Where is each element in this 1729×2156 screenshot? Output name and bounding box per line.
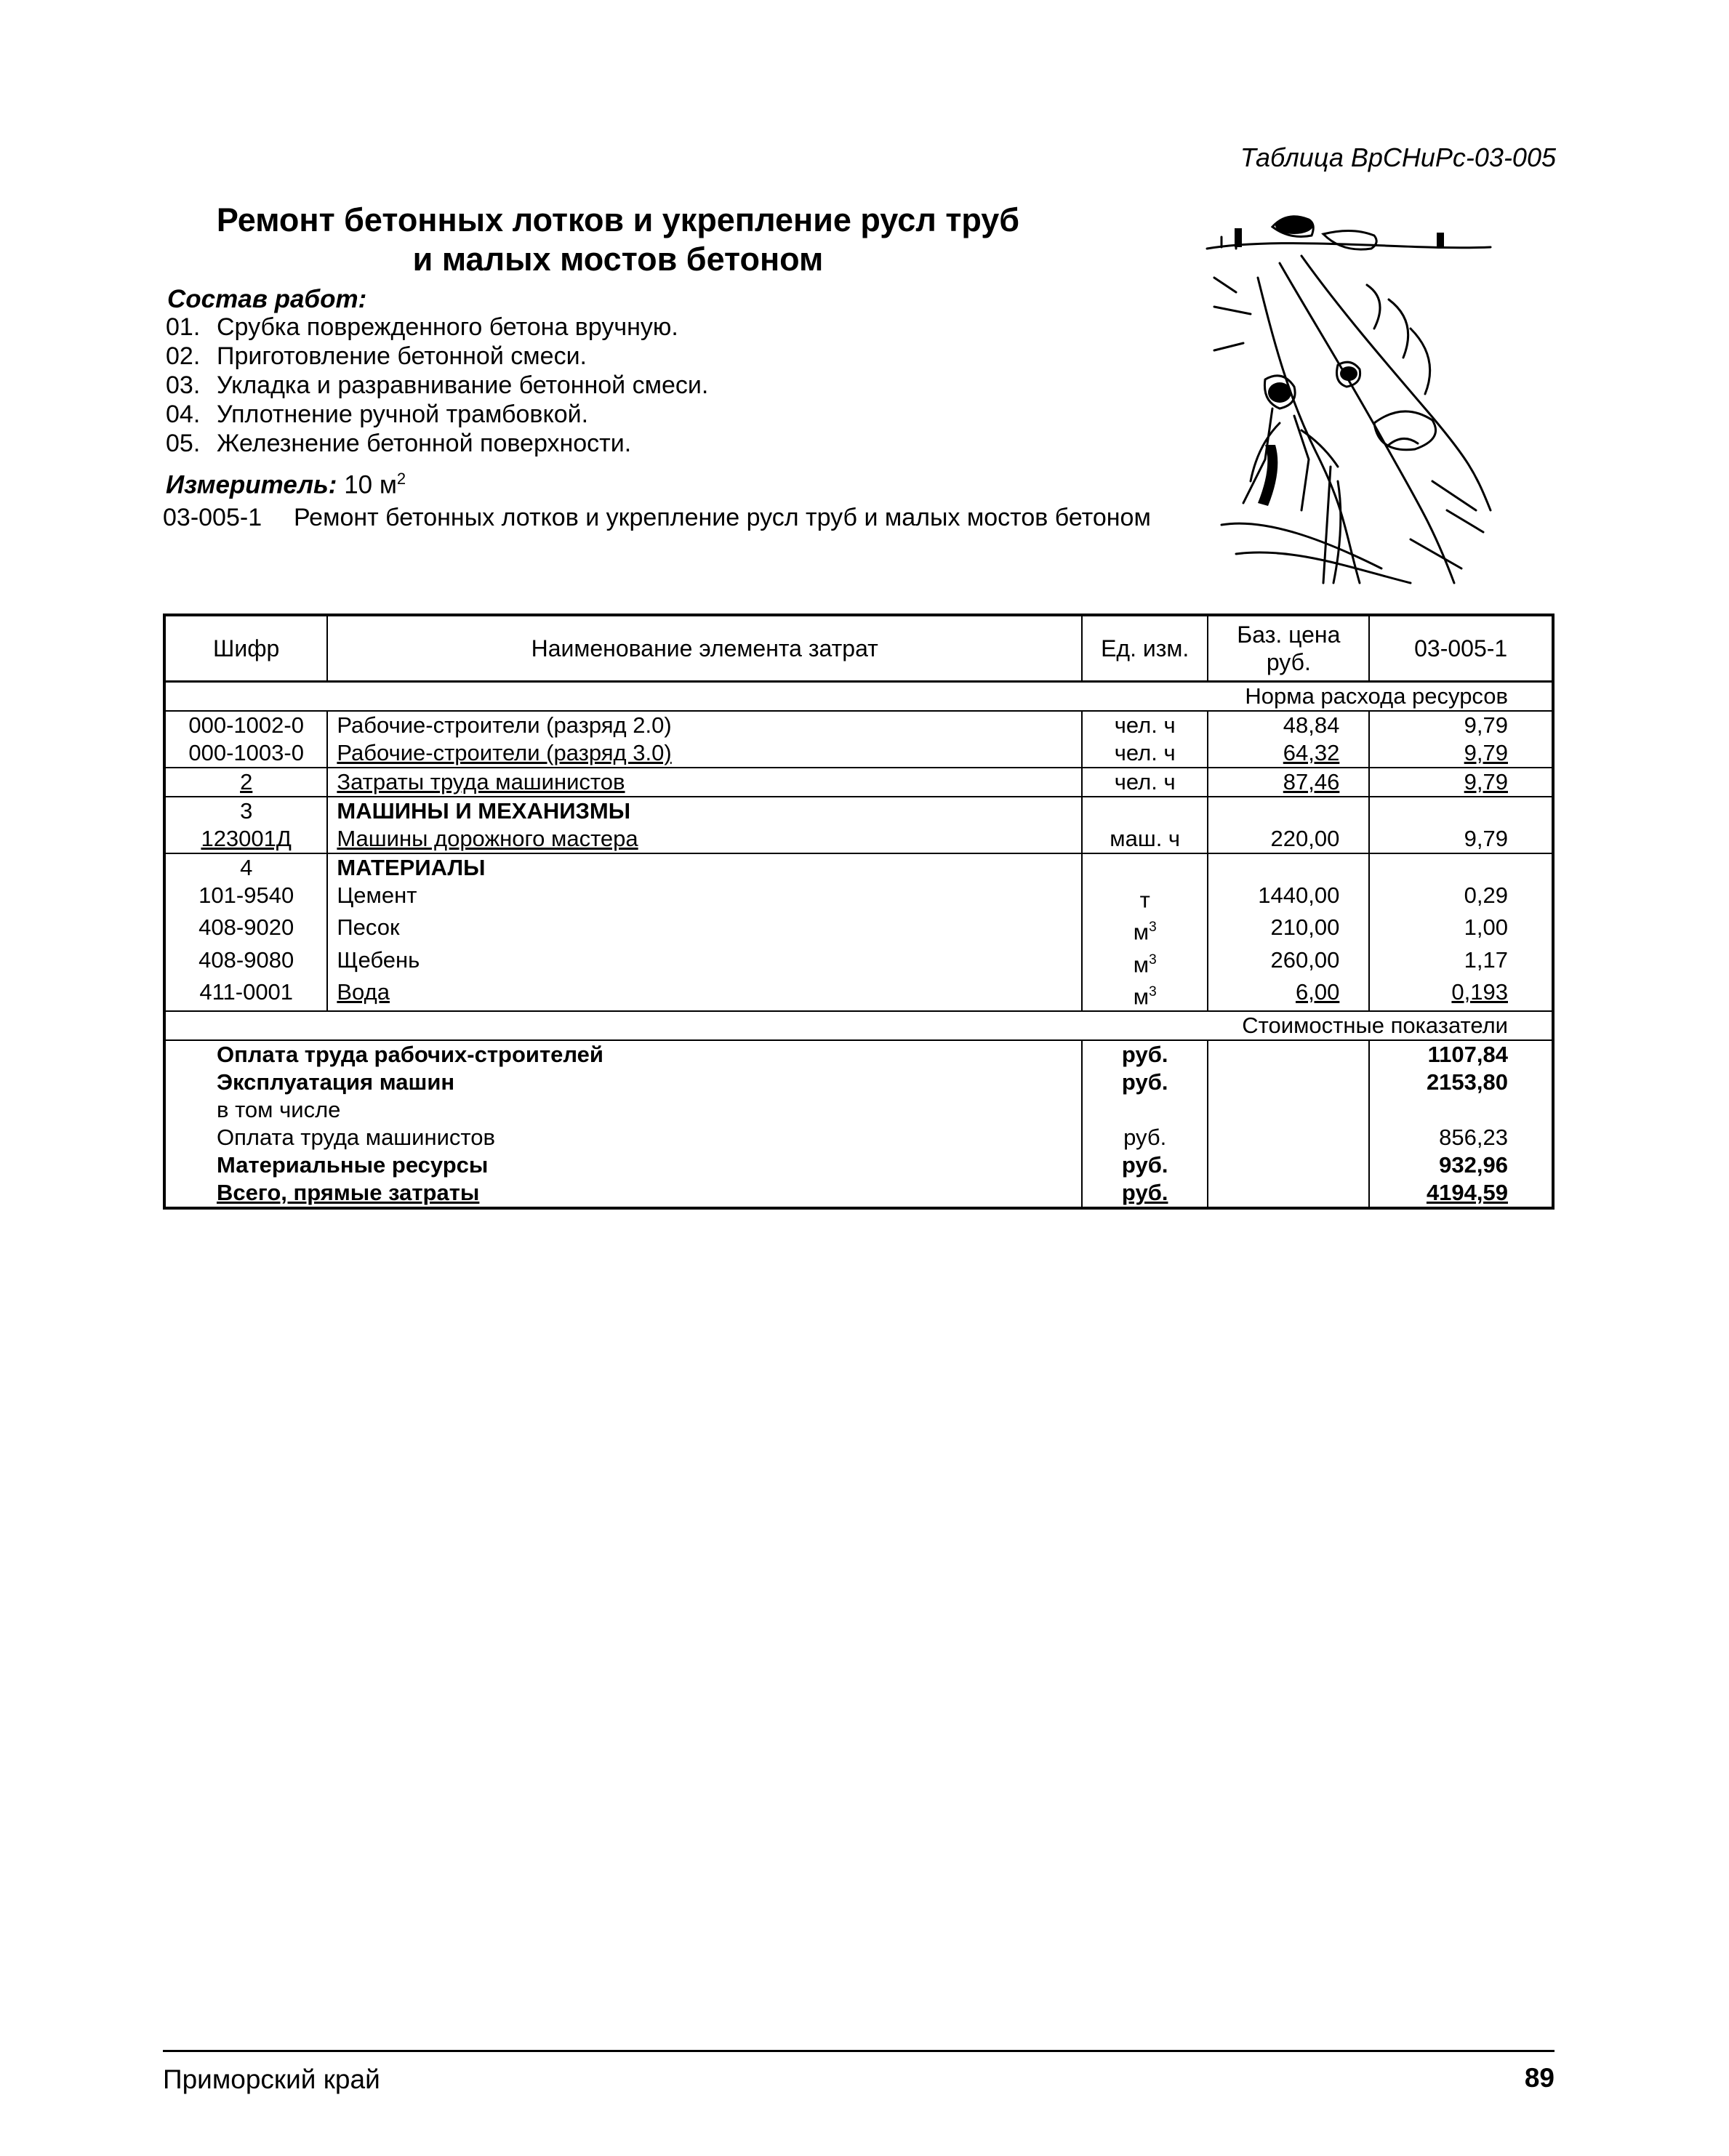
row-code: 408-9080: [164, 946, 327, 978]
section-cost-row: [164, 1011, 1553, 1040]
work-item: [166, 371, 708, 400]
row-price: 87,46: [1208, 768, 1369, 797]
cost-row: [164, 1040, 1553, 1069]
cost-name: Материальные ресурсы: [164, 1151, 1082, 1179]
row-price: 260,00: [1208, 946, 1369, 978]
row-code: 123001Д: [164, 825, 327, 853]
empty-cell: [1082, 853, 1208, 882]
row-name: Песок: [327, 914, 1082, 946]
unit-base: м: [1133, 919, 1150, 945]
row-value: 9,79: [1369, 825, 1553, 853]
row-unit: [1082, 882, 1208, 914]
row-price: 6,00: [1208, 978, 1369, 1011]
row-unit: чел. ч: [1082, 768, 1208, 797]
unit-base: м: [1133, 984, 1150, 1010]
cost-name: Всего, прямые затраты: [164, 1179, 1082, 1208]
row-unit: чел. ч: [1082, 739, 1208, 768]
header-code: Шифр: [164, 615, 327, 682]
cost-unit: руб.: [1082, 1179, 1208, 1208]
header-norm-code: 03-005-1: [1369, 615, 1553, 682]
header-unit: Ед. изм.: [1082, 615, 1208, 682]
norm-code: 03-005-1: [163, 504, 262, 531]
cost-row: [164, 1151, 1553, 1179]
work-item: [166, 400, 708, 429]
table-row: [164, 914, 1553, 946]
unit-base: м: [1133, 951, 1150, 977]
row-code: 2: [164, 768, 327, 797]
row-code: 408-9020: [164, 914, 327, 946]
workers-illustration-icon: [1192, 205, 1505, 590]
cost-row-total: [164, 1179, 1553, 1208]
empty-cell: [1208, 1124, 1369, 1151]
table-header-row: [164, 615, 1553, 682]
row-name: Машины дорожного мастера: [327, 825, 1082, 853]
work-item-text: Срубка поврежденного бетона вручную.: [217, 313, 678, 341]
group-name: МАТЕРИАЛЫ: [327, 853, 1082, 882]
empty-cell: [1208, 1069, 1369, 1096]
cost-unit: [1082, 1096, 1208, 1124]
footer-region: Приморский край: [163, 2064, 380, 2094]
cost-value: 2153,80: [1369, 1069, 1553, 1096]
group-code: 4: [164, 853, 327, 882]
work-item-text: Приготовление бетонной смеси.: [217, 342, 587, 370]
unit-exponent: 3: [1149, 984, 1157, 999]
cost-value: 932,96: [1369, 1151, 1553, 1179]
row-unit: чел. ч: [1082, 711, 1208, 739]
page-title: [145, 201, 1091, 279]
empty-cell: [1369, 797, 1553, 825]
cost-unit: руб.: [1082, 1069, 1208, 1096]
cost-name: Эксплуатация машин: [164, 1069, 1082, 1096]
work-item-text: Укладка и разравнивание бетонной смеси.: [217, 371, 709, 399]
meter-label: Измеритель:: [166, 470, 337, 499]
row-name: Цемент: [327, 882, 1082, 914]
cost-name: Оплата труда рабочих-строителей: [164, 1040, 1082, 1069]
cost-value: 856,23: [1369, 1124, 1553, 1151]
section-norm-label: Норма расхода ресурсов: [164, 682, 1553, 712]
group-machines-row: [164, 797, 1553, 825]
work-composition-list: [166, 313, 708, 458]
table-row: [164, 825, 1553, 853]
table-row-machinists: [164, 768, 1553, 797]
title-line-2: и малых мостов бетоном: [412, 241, 824, 278]
work-item: [166, 429, 708, 458]
work-item-number: 04.: [166, 401, 201, 428]
row-price: 1440,00: [1208, 882, 1369, 914]
section-cost-label: Стоимостные показатели: [164, 1011, 1553, 1040]
table-caption: Таблица ВрСНиРс-03-005: [1240, 142, 1556, 172]
empty-cell: [1208, 1151, 1369, 1179]
row-name: Вода: [327, 978, 1082, 1011]
footer-divider: [163, 2050, 1555, 2052]
meter-line: [166, 470, 406, 500]
work-composition-heading: Состав работ:: [167, 285, 367, 313]
cost-unit: руб.: [1082, 1151, 1208, 1179]
row-value: 9,79: [1369, 711, 1553, 739]
page-number: 89: [1524, 2063, 1555, 2093]
cost-row: [164, 1069, 1553, 1096]
work-item-number: 02.: [166, 342, 201, 370]
row-value: 1,17: [1369, 946, 1553, 978]
cost-unit: руб.: [1082, 1124, 1208, 1151]
row-value: 9,79: [1369, 739, 1553, 768]
row-code: 101-9540: [164, 882, 327, 914]
unit-exponent: 3: [1149, 952, 1157, 968]
group-code: 3: [164, 797, 327, 825]
empty-cell: [1082, 797, 1208, 825]
table-row: [164, 711, 1553, 739]
empty-cell: [1208, 1179, 1369, 1208]
work-item-text: Железнение бетонной поверхности.: [217, 430, 632, 457]
empty-cell: [1208, 1040, 1369, 1069]
header-price: Баз. цена руб.: [1208, 615, 1369, 682]
row-unit: маш. ч: [1082, 825, 1208, 853]
section-norm-row: [164, 682, 1553, 712]
row-price: 220,00: [1208, 825, 1369, 853]
unit-base: т: [1139, 887, 1150, 913]
table-row: [164, 946, 1553, 978]
cost-value: [1369, 1096, 1553, 1124]
row-price: 48,84: [1208, 711, 1369, 739]
cost-row: [164, 1124, 1553, 1151]
empty-cell: [1208, 853, 1369, 882]
unit-exponent: 3: [1149, 920, 1157, 936]
work-item-number: 01.: [166, 313, 201, 341]
work-item: [166, 313, 708, 342]
row-value: 9,79: [1369, 768, 1553, 797]
table-row: [164, 739, 1553, 768]
row-price: 64,32: [1208, 739, 1369, 768]
cost-value: 4194,59: [1369, 1179, 1553, 1208]
row-name: Рабочие-строители (разряд 3.0): [327, 739, 1082, 768]
empty-cell: [1369, 853, 1553, 882]
row-name: Затраты труда машинистов: [327, 768, 1082, 797]
work-item-number: 03.: [166, 371, 201, 399]
row-code: 000-1002-0: [164, 711, 327, 739]
norm-code-line: [163, 502, 1166, 534]
cost-value: 1107,84: [1369, 1040, 1553, 1069]
row-unit: [1082, 978, 1208, 1011]
table-row: [164, 978, 1553, 1011]
row-unit: [1082, 946, 1208, 978]
group-name: МАШИНЫ И МЕХАНИЗМЫ: [327, 797, 1082, 825]
cost-name: в том числе: [164, 1096, 1082, 1124]
meter-exponent: 2: [396, 470, 406, 488]
cost-row: [164, 1096, 1553, 1124]
row-value: 1,00: [1369, 914, 1553, 946]
norm-description: Ремонт бетонных лотков и укрепление русл труб и малых мостов бетоном: [294, 504, 1151, 531]
header-name: Наименование элемента затрат: [327, 615, 1082, 682]
empty-cell: [1208, 1096, 1369, 1124]
group-materials-row: [164, 853, 1553, 882]
meter-value: 10 м: [344, 470, 397, 499]
row-code: 411-0001: [164, 978, 327, 1011]
row-price: 210,00: [1208, 914, 1369, 946]
resource-norms-table: [163, 614, 1555, 1210]
row-name: Щебень: [327, 946, 1082, 978]
row-unit: [1082, 914, 1208, 946]
title-line-1: Ремонт бетонных лотков и укрепление русл труб: [216, 201, 1020, 238]
cost-unit: руб.: [1082, 1040, 1208, 1069]
work-item-text: Уплотнение ручной трамбовкой.: [217, 401, 589, 428]
row-value: 0,193: [1369, 978, 1553, 1011]
table-row: [164, 882, 1553, 914]
empty-cell: [1208, 797, 1369, 825]
cost-name: Оплата труда машинистов: [164, 1124, 1082, 1151]
work-item-number: 05.: [166, 430, 201, 457]
row-value: 0,29: [1369, 882, 1553, 914]
row-name: Рабочие-строители (разряд 2.0): [327, 711, 1082, 739]
row-code: 000-1003-0: [164, 739, 327, 768]
work-item: [166, 342, 708, 371]
